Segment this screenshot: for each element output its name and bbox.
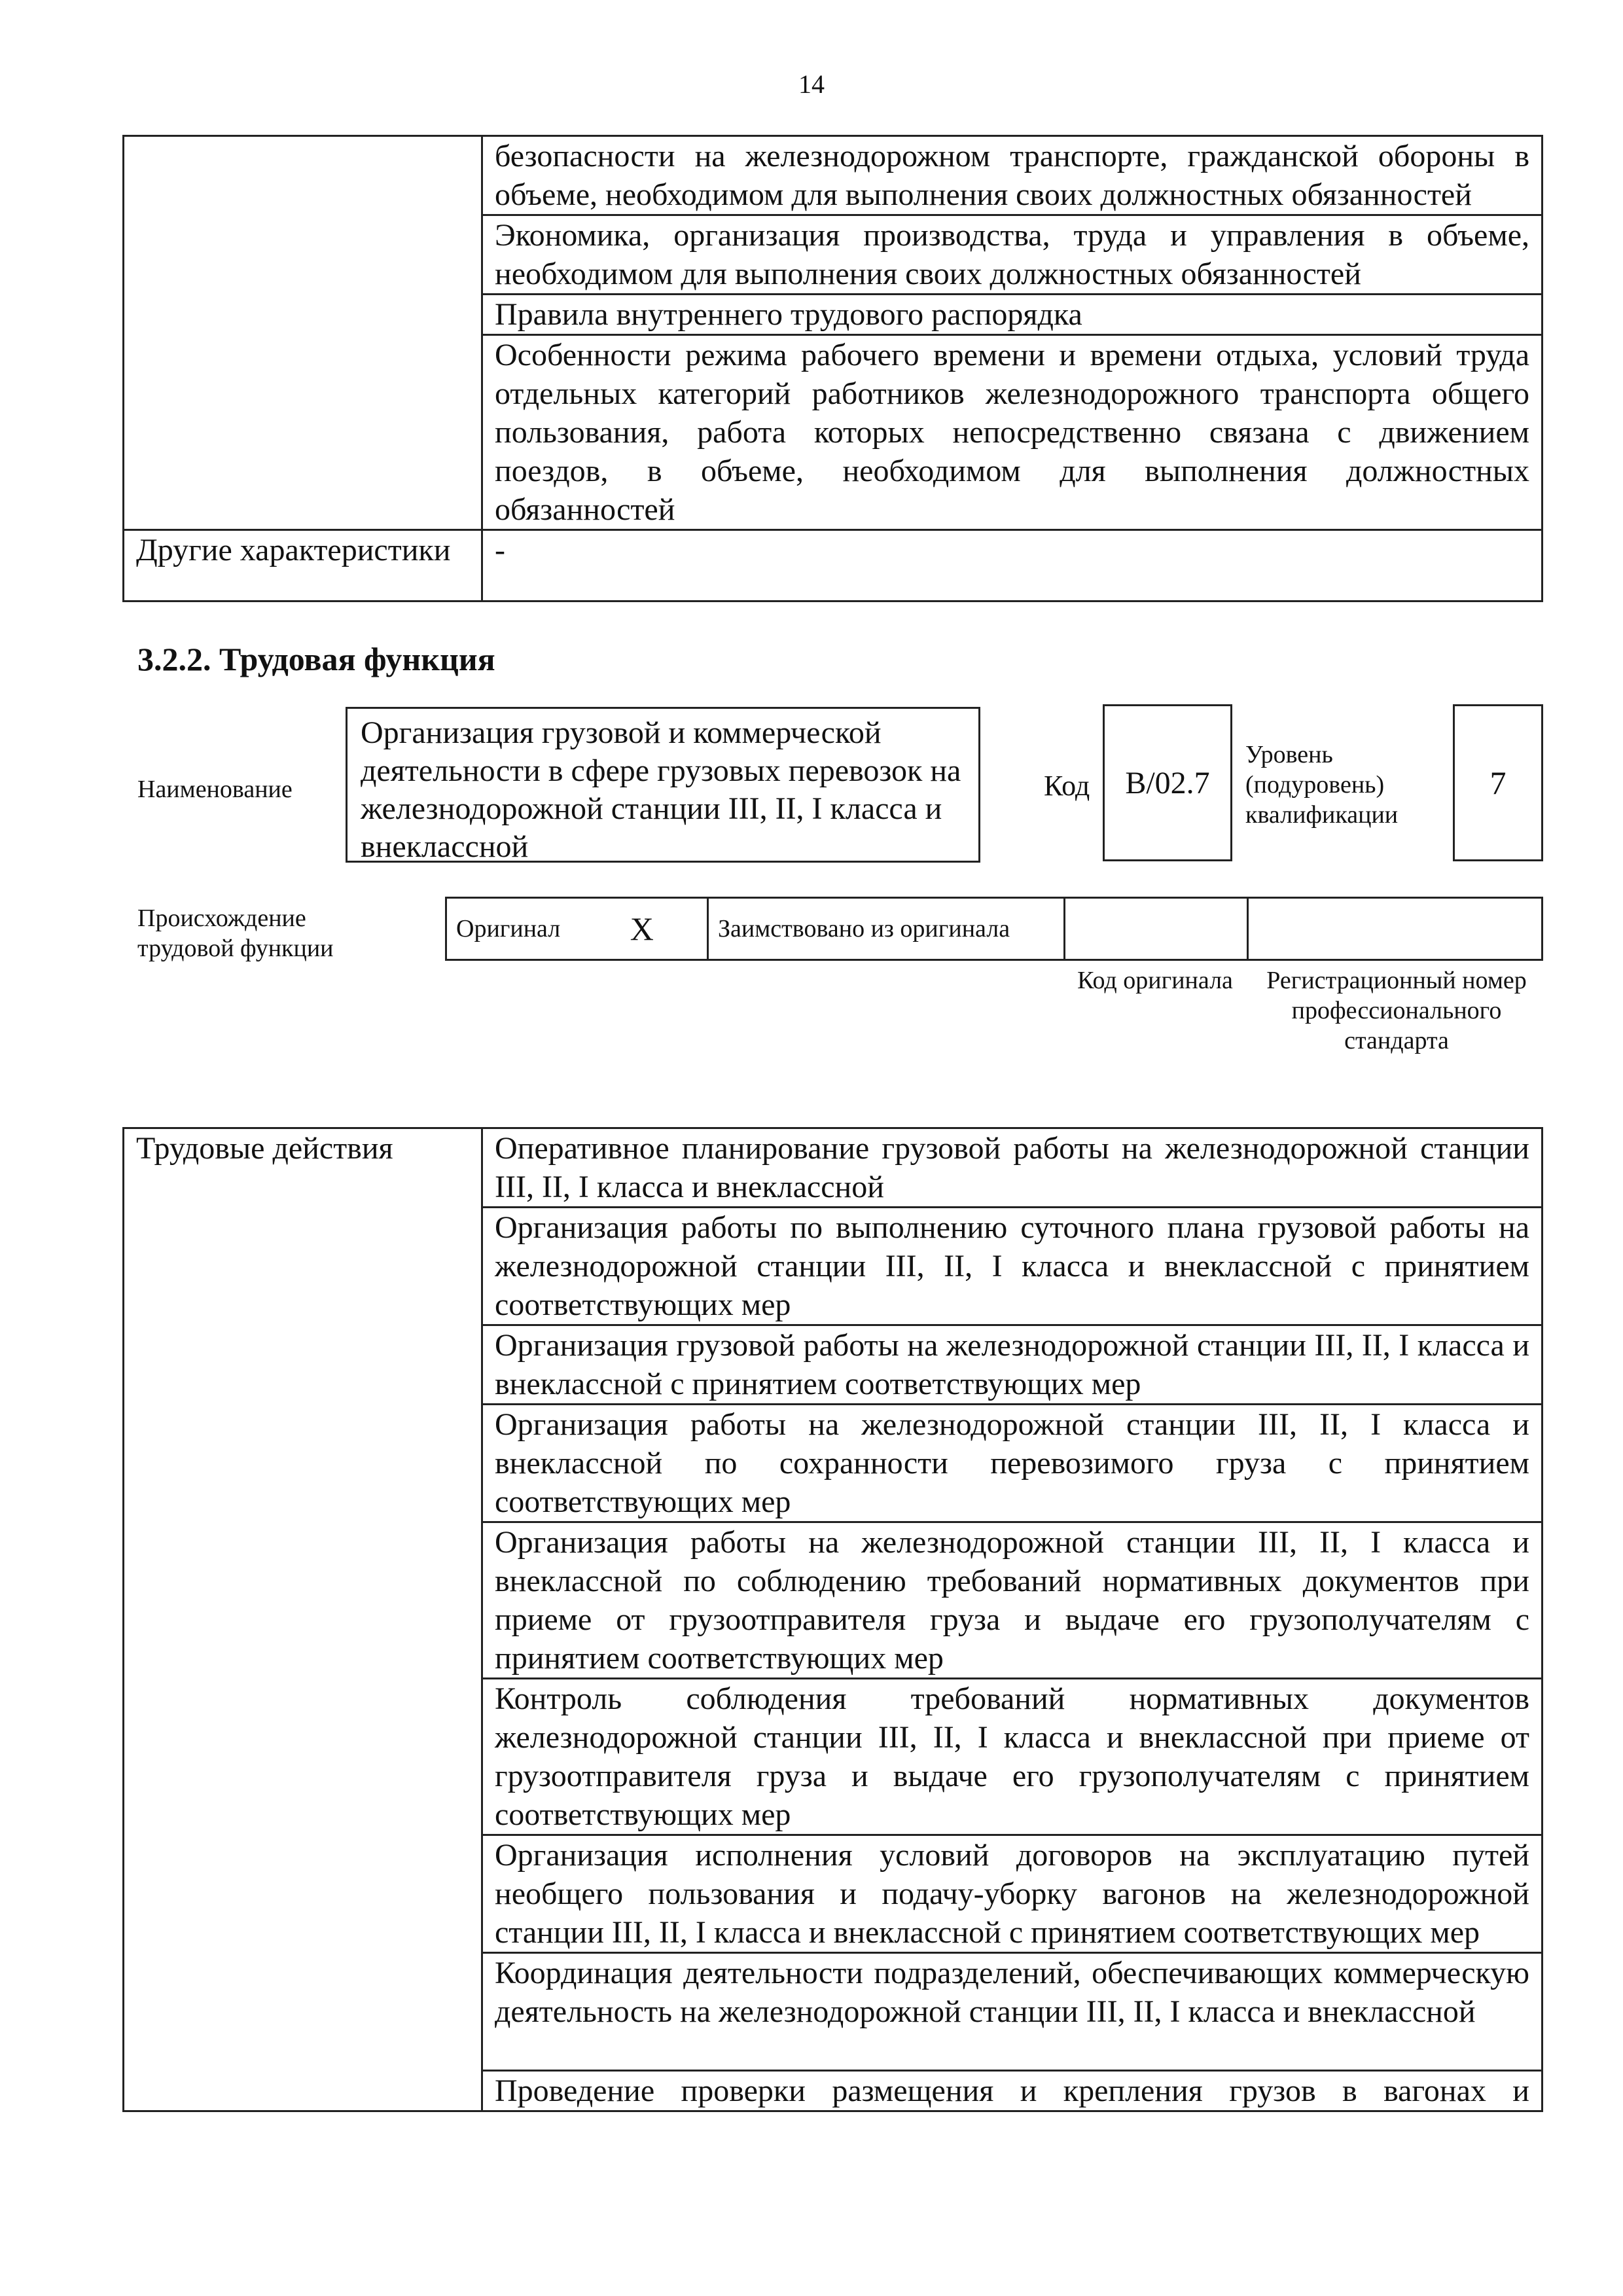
action-item: Проведение проверки размещения и крепления грузов в вагонах и [482, 2071, 1543, 2111]
table-row [124, 136, 1543, 215]
other-characteristics-value: - [482, 530, 1543, 601]
table-cell: безопасности на железнодорожном транспорте, гражданской обороны в объеме, необходимом для выполнения своих должностных обязанностей [482, 136, 1543, 215]
code-label: Код [1044, 770, 1090, 802]
section-heading: 3.2.2. Трудовая функция [137, 641, 495, 677]
borrowed-label: Заимствовано из оригинала [708, 898, 1065, 960]
action-item: Контроль соблюдения требований нормативных документов железнодорожной станции III, II, I класса и внеклассной при приеме от грузоотправителя груза и выдаче его грузополучателям с принятием соответствующих мер [482, 1679, 1543, 1835]
original-mark: X [577, 898, 708, 960]
action-item: Оперативное планирование грузовой работы на железнодорожной станции III, II, I класса и внеклассной [482, 1128, 1543, 1208]
code-value-box: B/02.7 [1103, 704, 1232, 861]
action-item: Организация исполнения условий договоров на эксплуатацию путей необщего пользования и подачу-уборку вагонов на железнодорожной станции III, II, I класса и внеклассной с принятием соответствующих мер [482, 1835, 1543, 1953]
code-caption: Код оригинала [1077, 967, 1233, 994]
action-item: Организация работы по выполнению суточного плана грузовой работы на железнодорожной станции III, II, I класса и внеклассной с принятием соответствующих мер [482, 1208, 1543, 1325]
original-code-cell [1065, 898, 1248, 960]
origin-table [445, 897, 1543, 961]
table-cell: Особенности режима рабочего времени и времени отдыха, условий труда отдельных категорий работников железнодорожного транспорта общего пользования, работа которых непосредственно связана с движением поездов, в объеме, необходимом для выполнения должностных обязанностей [482, 335, 1543, 530]
action-item: Координация деятельности подразделений, обеспечивающих коммерческую деятельность на железнодорожной станции III, II, I класса и внеклассной [482, 1953, 1543, 2071]
empty-label-cell [124, 136, 482, 530]
labor-actions-table [122, 1127, 1543, 2112]
original-label: Оригинал [446, 898, 577, 960]
origin-label: Происхождение трудовой функции [137, 905, 334, 962]
action-item: Организация работы на железнодорожной станции III, II, I класса и внеклассной по сохранности перевозимого груза с принятием соответствующих мер [482, 1405, 1543, 1522]
requirements-table [122, 135, 1543, 602]
page-number: 14 [798, 69, 825, 99]
table-cell: Экономика, организация производства, труда и управления в объеме, необходимом для выполнения своих должностных обязанностей [482, 215, 1543, 295]
name-label: Наименование [137, 776, 293, 803]
reg-caption: Регистрационный номер профессионального стандарта [1266, 967, 1527, 1054]
table-row [446, 898, 1543, 960]
action-item: Организация грузовой работы на железнодорожной станции III, II, I класса и внеклассной с принятием соответствующих мер [482, 1325, 1543, 1405]
level-value-box: 7 [1453, 704, 1543, 861]
table-cell: Правила внутреннего трудового распорядка [482, 295, 1543, 335]
action-item: Организация работы на железнодорожной станции III, II, I класса и внеклассной по соблюдению требований нормативных документов при приеме от грузоотправителя груза и выдаче его грузополучателям с принятием соответствующих мер [482, 1522, 1543, 1679]
table-row [124, 1128, 1543, 1208]
table-row [124, 530, 1543, 601]
function-name-box: Организация грузовой и коммерческой деятельности в сфере грузовых перевозок на железнодорожной станции III, II, I класса и внеклассной [346, 707, 980, 863]
actions-label: Трудовые действия [124, 1128, 482, 2111]
level-label: Уровень (подуровень) квалификации [1245, 741, 1399, 829]
reg-number-cell [1248, 898, 1543, 960]
other-characteristics-label: Другие характеристики [124, 530, 482, 601]
